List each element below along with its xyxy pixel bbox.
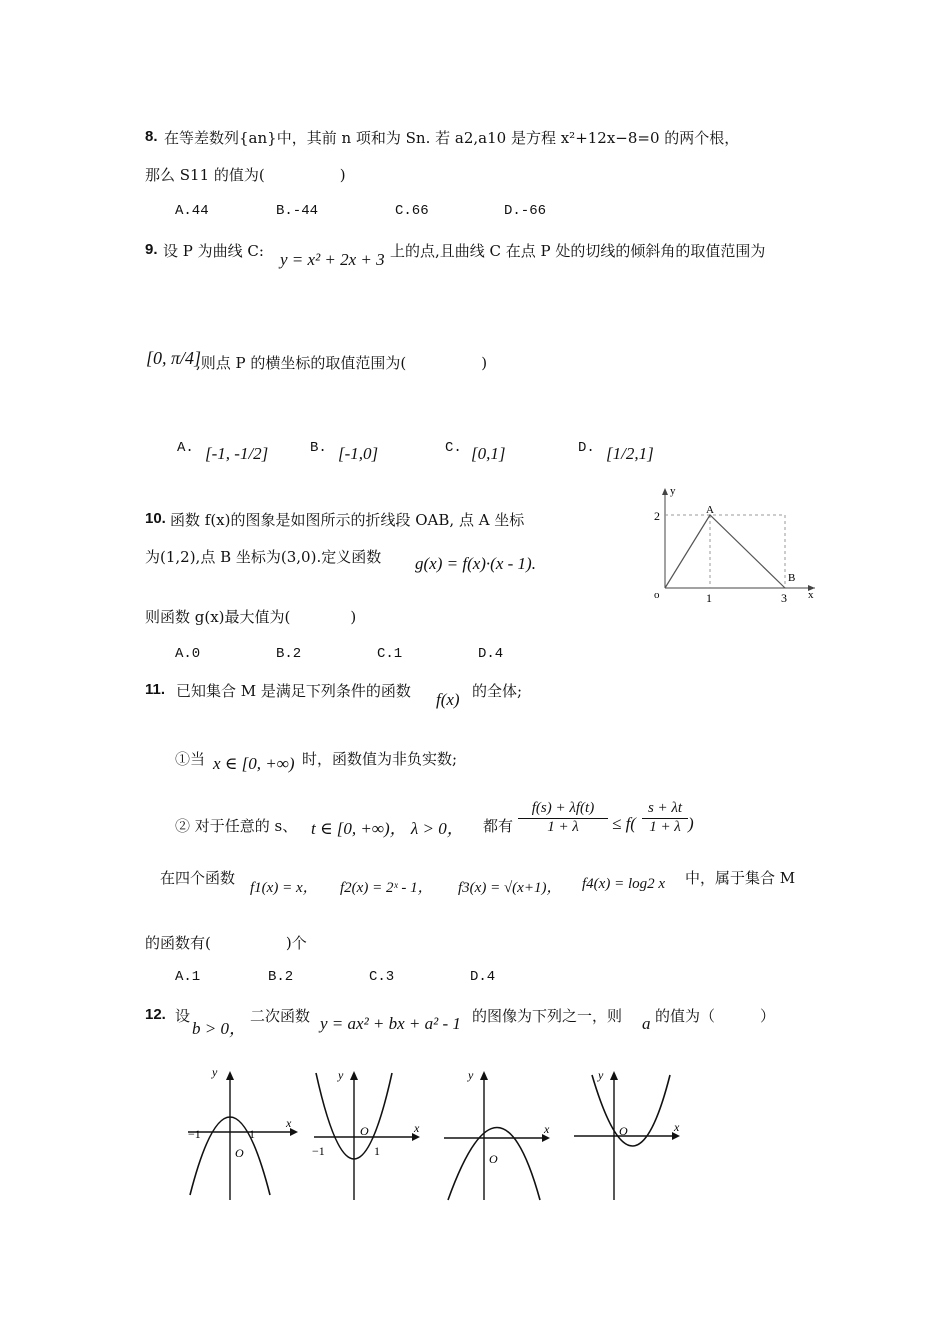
q12-g4-label-o: O (619, 1124, 628, 1138)
q12-formula: y = ax² + bx + a² - 1 (320, 1014, 461, 1033)
q9-line2: ,则点 P 的横坐标的取值范围为( ) (196, 354, 488, 372)
q12-g2-label-p1: 1 (374, 1144, 380, 1158)
q11-cond2-pre: ② 对于任意的 s、 (175, 817, 298, 835)
q11-fx: f(x) (436, 690, 460, 709)
q12-g1-label-p1: 1 (249, 1127, 255, 1141)
q11-option-c: C.3 (369, 969, 395, 985)
q10-label-x1: 1 (706, 591, 712, 605)
q11-cond1-pre: ①当 (175, 750, 206, 768)
q11-option-d: D.4 (470, 969, 496, 985)
q9-option-b-interval: [-1,0] (338, 444, 379, 463)
q8-line2: 那么 S11 的值为( ) (145, 166, 346, 184)
q12-g3-y-arrow-icon (480, 1071, 488, 1080)
q11-number: 11. (145, 681, 166, 698)
q11-f2: f2(x) = 2ˣ - 1， (340, 880, 433, 896)
q8-option-a: A.44 (175, 203, 209, 219)
q10-line3: 则函数 g(x)最大值为( ) (145, 608, 357, 626)
q9-formula: y = x² + 2x + 3 (280, 250, 385, 269)
q11-cond2-math: t ∈ [0, +∞)， λ > 0， (311, 819, 464, 838)
q12-g1-label-m1: −1 (188, 1127, 201, 1141)
q12-g2-label-y: y (338, 1068, 344, 1082)
q10-label-o: o (654, 589, 660, 601)
q11-cond1-math: x ∈ [0, +∞) (213, 754, 295, 773)
q11-frac1-num: f(s) + λf(t) (518, 800, 608, 819)
q12-post: 的图像为下列之一，则 (472, 1007, 623, 1025)
q12-number: 12. (145, 1006, 166, 1023)
q11-frac2 (642, 800, 688, 836)
q11-f3: f3(x) = √(x+1)， (458, 880, 562, 896)
q12-g4-y-arrow-icon (610, 1071, 618, 1080)
q11-frac2-num: s + λt (642, 800, 688, 819)
q12-g2-label-m1: −1 (312, 1144, 325, 1158)
q12-g1-label-o: O (235, 1146, 244, 1160)
q11-option-b: B.2 (268, 969, 294, 985)
q11-close-paren: ) (688, 814, 694, 833)
q10-polyline-oab (665, 515, 785, 588)
q12-cond: b > 0， (192, 1019, 246, 1038)
q9-range: [0, π/4] (146, 348, 202, 368)
q10-graph (640, 480, 830, 605)
q8-number: 8. (145, 128, 158, 145)
q12-g2-label-x: x (414, 1121, 420, 1135)
q9-number: 9. (145, 241, 158, 258)
q9-option-b-letter: B. (310, 440, 327, 456)
q10-option-b: B.2 (276, 646, 302, 662)
q12-g1-label-y: y (212, 1065, 218, 1079)
q12-graph-1 (180, 1065, 305, 1205)
q12-end: 的值为（ ） (655, 1007, 776, 1025)
q10-label-b: B (788, 572, 796, 584)
q10-label-y: y (670, 485, 676, 497)
q11-line1b: 的全体; (472, 682, 523, 700)
q10-label-x3: 3 (781, 591, 787, 605)
q12-g2-label-o: O (360, 1124, 369, 1138)
q10-formula: g(x) = f(x)·(x - 1). (415, 554, 536, 573)
q12-graph-4 (570, 1065, 695, 1205)
q12-g4-label-y: y (598, 1068, 604, 1082)
q12-g4-label-x: x (674, 1120, 680, 1134)
q11-cond1-post: 时，函数值为非负实数; (302, 750, 458, 768)
q9-option-a-letter: A. (177, 440, 194, 456)
q9-option-c-interval: [0,1] (471, 444, 506, 463)
q10-y-arrow-icon (662, 488, 668, 495)
q8-option-c: C.66 (395, 203, 429, 219)
q10-label-a: A (706, 504, 714, 516)
q9-pre: 设 P 为曲线 C: (163, 242, 264, 260)
q11-cond2-mid: 都有 (483, 817, 514, 835)
q9-option-c-letter: C. (445, 440, 462, 456)
q9-option-d-interval: [1/2,1] (606, 444, 654, 463)
q12-g3-label-x: x (544, 1122, 550, 1136)
q12-graph-3 (440, 1065, 565, 1205)
q11-line4: 的函数有( )个 (145, 934, 307, 952)
q10-line1: 函数 f(x)的图象是如图所示的折线段 OAB, 点 A 坐标 (170, 511, 525, 529)
q12-g3-label-y: y (468, 1068, 474, 1082)
q10-number: 10. (145, 510, 166, 527)
q10-label-y2: 2 (654, 509, 660, 523)
q8-option-d: D.-66 (504, 203, 547, 219)
q11-line1: 已知集合 M 是满足下列条件的函数 (176, 682, 411, 700)
q10-line2: 为(1,2),点 B 坐标为(3,0).定义函数 (145, 548, 382, 566)
q12-g1-label-x: x (286, 1116, 292, 1130)
q9-option-d-letter: D. (578, 440, 595, 456)
q11-line3-post: 中，属于集合 M (685, 869, 796, 887)
q12-g1-y-arrow-icon (226, 1071, 234, 1080)
q10-option-d: D.4 (478, 646, 504, 662)
q9-post: 上的点,且曲线 C 在点 P 处的切线的倾斜角的取值范围为 (390, 242, 766, 260)
q10-option-a: A.0 (175, 646, 201, 662)
q11-f4: f4(x) = log2 x (582, 876, 666, 892)
q12-a: a (642, 1014, 651, 1033)
q8-line1: 在等差数列{an}中，其前 n 项和为 Sn. 若 a2,a10 是方程 x²+12x−8=0 的两个根， (164, 129, 740, 147)
q10-option-c: C.1 (377, 646, 403, 662)
q11-option-a: A.1 (175, 969, 201, 985)
q11-f1: f1(x) = x， (250, 880, 318, 896)
q12-pre: 设 (175, 1007, 191, 1025)
q11-frac1 (518, 800, 608, 836)
q8-option-b: B.-44 (276, 203, 319, 219)
q12-mid: 二次函数 (250, 1007, 311, 1025)
q12-g3-label-o: O (489, 1152, 498, 1166)
q11-frac1-den: 1 + λ (547, 819, 579, 835)
q11-cond2-ineq: ≤ f( (612, 814, 636, 833)
q12-graph-2 (310, 1065, 435, 1205)
q9-option-a-interval: [-1, -1/2] (205, 444, 269, 463)
q10-label-x: x (808, 589, 814, 601)
q11-frac2-den: 1 + λ (649, 819, 681, 835)
q12-g2-y-arrow-icon (350, 1071, 358, 1080)
q11-line3-pre: 在四个函数 (160, 869, 236, 887)
